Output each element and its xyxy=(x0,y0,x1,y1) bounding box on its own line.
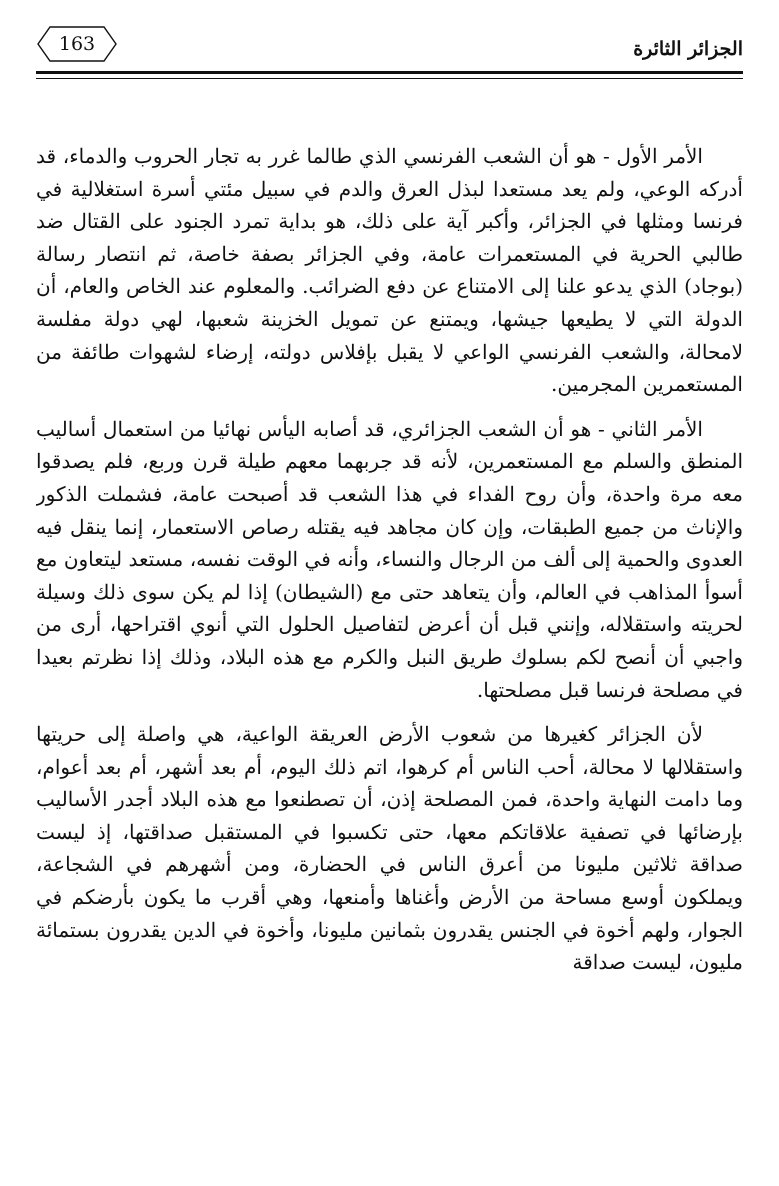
header-rule-thick xyxy=(36,71,743,74)
page-number-badge xyxy=(36,26,118,62)
body-text xyxy=(36,140,743,1176)
paragraph-first-matter: الأمر الأول - هو أن الشعب الفرنسي الذي طالما غرر به تجار الحروب والدماء، قد أدركه الوعي، ولم يعد مستعدا لبذل العرق والدم في سبيل مئتي أسرة استغلالية في فرنسا ومثلها في الجزائر، وأكبر آية على ذلك، هو بداية تمرد الجنود على القتال ضد طالبي الحرية في المستعمرات عامة، وفي الجزائر بصفة خاصة، ثم انتصار رسالة (بوجاد) الذي يدعو علنا إلى الامتناع عن دفع الضرائب. والمعلوم عند الخاص والعام، أن الدولة التي لا يطيعها جيشها، ويمتنع عن تمويل الخزينة شعبها، لهي دولة مفلسة لامحالة، والشعب الفرنسي الواعي لا يقبل بإفلاس دولته، إرضاء لشهوات طائفة من المستعمرين المجرمين. xyxy=(36,144,743,397)
page-number: 163 xyxy=(58,33,96,55)
paragraph-algeria-independence: لأن الجزائر كغيرها من شعوب الأرض العريقة الواعية، هي واصلة إلى حريتها واستقلالها لا محالة، أحب الناس أم كرهوا، اتم ذلك اليوم، أم بعد أشهر، أم بعد أعوام، وما دامت النهاية واحدة، فمن المصلحة إذن، أن تصطنعوا مع هذه البلاد أجدر الأساليب بإرضائها في تصفية علاقاتكم معها، حتى تكسبوا في المستقبل صداقتها، إذ ليست صداقة ثلاثين مليونا من أعرق الناس في الحضارة، ومن أشهرهم في الشجاعة، ويملكون أوسع مساحة من الأرض وأغناها وأمنعها، وهي أقرب ما يكون بأرضكم في الجوار، ولهم أخوة في الجنس يقدرون بثمانين مليونا، وأخوة في الدين يقدرون بستمائة مليون، ليست صداقة xyxy=(36,722,743,975)
running-title: الجزائر الثائرة xyxy=(633,38,743,60)
paragraph-second-matter: الأمر الثاني - هو أن الشعب الجزائري، قد أصابه اليأس نهائيا من استعمال أساليب المنطق والسلم مع المستعمرين، لأنه قد جربهما معهم طيلة قرن وربع، فلم يصدقوا معه مرة واحدة، وأن روح الفداء في هذا الشعب قد أصبحت عامة، فشملت الذكور والإناث من جميع الطبقات، وإن كان مجاهد فيه يقتله رصاص الاستعمار، إنما ينقل فيه العدوى والحمية إلى ألف من الرجال والنساء، وأنه في الوقت نفسه، مستعد ليتعاون مع أسوأ المذاهب في العالم، وأن يتعاهد حتى مع (الشيطان) إذا لم يكن سوى ذلك وسيلة لحريته واستقلاله، وإنني قبل أن أعرض لتفاصيل الحلول التي أنوي اقتراحها، أرى من واجبي أن أنصح لكم بسلوك طريق النبل والكرم مع هذه البلاد، وذلك إذا نظرتم بعيدا في مصلحة فرنسا قبل مصلحتها. xyxy=(36,416,743,702)
header-rule-thin xyxy=(36,78,743,79)
page-header xyxy=(36,22,743,72)
